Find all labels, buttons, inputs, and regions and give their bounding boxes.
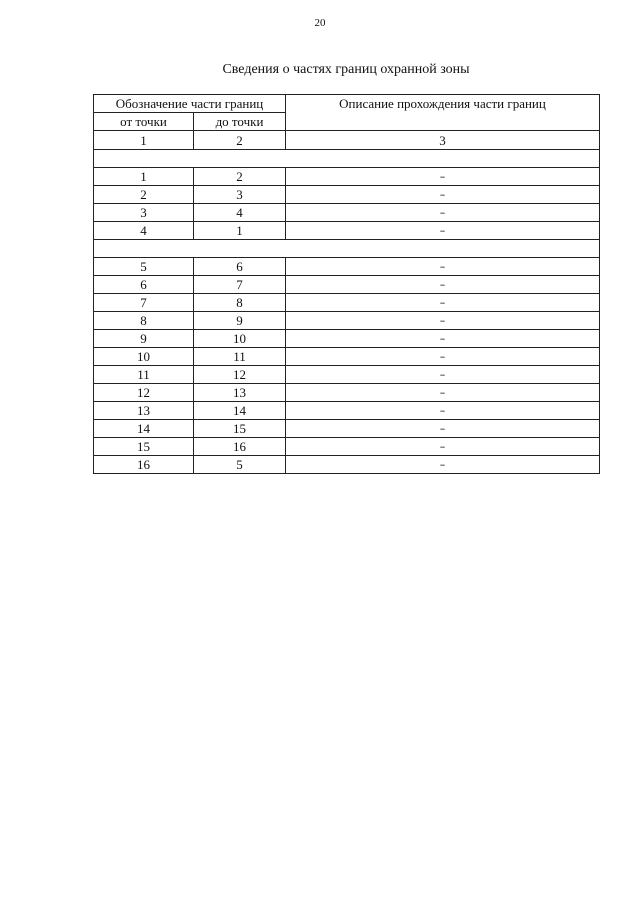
table-row xyxy=(94,384,600,402)
cell-to-point: 3 xyxy=(194,186,286,204)
table-row xyxy=(94,402,600,420)
cell-from-point: 8 xyxy=(94,312,194,330)
cell-to-point: 4 xyxy=(194,204,286,222)
cell-to-point: 2 xyxy=(194,168,286,186)
table-row xyxy=(94,204,600,222)
cell-to-point: 12 xyxy=(194,366,286,384)
table-row xyxy=(94,438,600,456)
cell-from-point: 5 xyxy=(94,258,194,276)
cell-from-point: 2 xyxy=(94,186,194,204)
page-number: 20 xyxy=(314,17,326,29)
cell-from-point: 16 xyxy=(94,456,194,474)
table-row xyxy=(94,168,600,186)
column-number-2: 2 xyxy=(194,131,286,150)
cell-to-point: 11 xyxy=(194,348,286,366)
cell-description: – xyxy=(286,222,600,240)
column-number-3: 3 xyxy=(286,131,600,150)
cell-from-point: 7 xyxy=(94,294,194,312)
table-row xyxy=(94,312,600,330)
cell-from-point: 9 xyxy=(94,330,194,348)
header-from-point: от точки xyxy=(94,113,194,131)
cell-description: – xyxy=(286,186,600,204)
table-body xyxy=(94,150,600,474)
table-row xyxy=(94,294,600,312)
cell-description: – xyxy=(286,258,600,276)
cell-from-point: 15 xyxy=(94,438,194,456)
group-separator-cell xyxy=(94,150,600,168)
cell-to-point: 8 xyxy=(194,294,286,312)
cell-description: – xyxy=(286,402,600,420)
cell-to-point: 15 xyxy=(194,420,286,438)
cell-from-point: 6 xyxy=(94,276,194,294)
cell-from-point: 4 xyxy=(94,222,194,240)
group-separator-row xyxy=(94,150,600,168)
table-row xyxy=(94,420,600,438)
cell-description: – xyxy=(286,348,600,366)
header-boundary-description: Описание прохождения части границ xyxy=(286,95,600,131)
table-row xyxy=(94,348,600,366)
cell-to-point: 13 xyxy=(194,384,286,402)
boundary-parts-table xyxy=(93,94,600,474)
table-row xyxy=(94,330,600,348)
group-separator-cell xyxy=(94,240,600,258)
table-row xyxy=(94,366,600,384)
cell-description: – xyxy=(286,204,600,222)
cell-description: – xyxy=(286,384,600,402)
cell-description: – xyxy=(286,168,600,186)
cell-to-point: 7 xyxy=(194,276,286,294)
table-row xyxy=(94,456,600,474)
table-row xyxy=(94,186,600,204)
table-row xyxy=(94,258,600,276)
cell-from-point: 10 xyxy=(94,348,194,366)
cell-to-point: 16 xyxy=(194,438,286,456)
cell-from-point: 12 xyxy=(94,384,194,402)
table-row xyxy=(94,276,600,294)
cell-from-point: 13 xyxy=(94,402,194,420)
table-row xyxy=(94,222,600,240)
group-separator-row xyxy=(94,240,600,258)
cell-description: – xyxy=(286,330,600,348)
cell-description: – xyxy=(286,312,600,330)
cell-to-point: 10 xyxy=(194,330,286,348)
cell-from-point: 14 xyxy=(94,420,194,438)
header-to-point: до точки xyxy=(194,113,286,131)
cell-from-point: 3 xyxy=(94,204,194,222)
cell-from-point: 11 xyxy=(94,366,194,384)
cell-to-point: 9 xyxy=(194,312,286,330)
header-boundary-designation: Обозначение части границ xyxy=(94,95,286,113)
cell-description: – xyxy=(286,420,600,438)
cell-description: – xyxy=(286,438,600,456)
cell-description: – xyxy=(286,456,600,474)
cell-to-point: 6 xyxy=(194,258,286,276)
cell-to-point: 5 xyxy=(194,456,286,474)
cell-description: – xyxy=(286,294,600,312)
cell-from-point: 1 xyxy=(94,168,194,186)
document-title: Сведения о частях границ охранной зоны xyxy=(222,62,470,77)
column-number-1: 1 xyxy=(94,131,194,150)
cell-to-point: 14 xyxy=(194,402,286,420)
cell-description: – xyxy=(286,366,600,384)
cell-to-point: 1 xyxy=(194,222,286,240)
cell-description: – xyxy=(286,276,600,294)
